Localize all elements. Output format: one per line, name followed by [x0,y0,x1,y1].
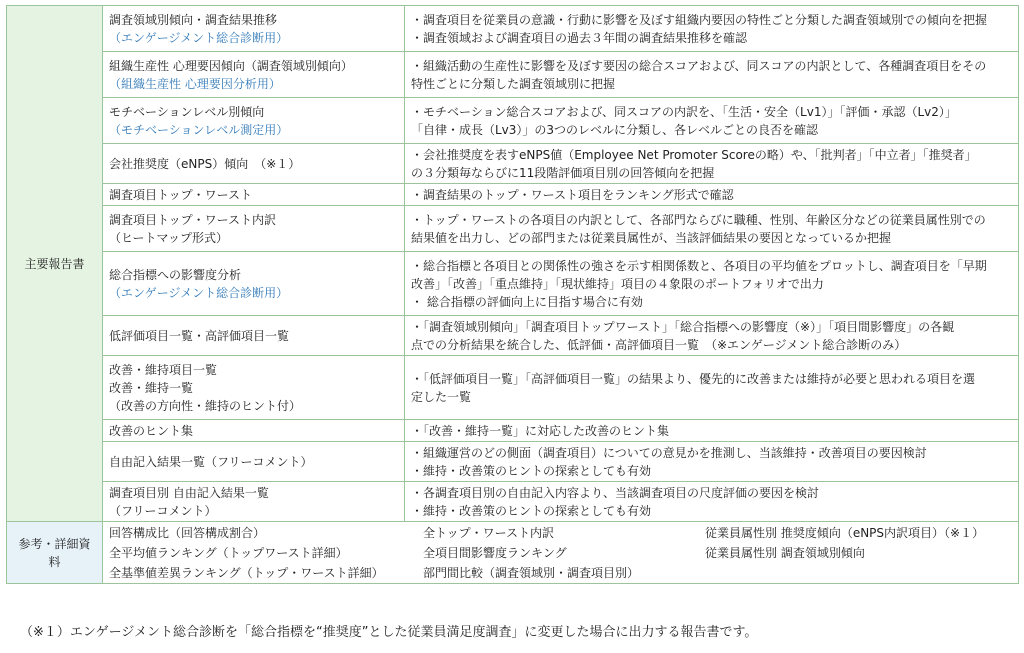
reference-item: 従業員属性別 調査領域別傾向 [705,545,865,560]
report-description-line: の３分類毎ならびに11段階評価項目別の回答傾向を把握 [411,165,715,180]
report-row [7,144,1019,184]
report-description-line: ・調査結果のトップ・ワースト項目をランキング形式で確認 [411,187,734,202]
report-name: モチベーションレベル別傾向 [109,104,265,119]
report-description-line: 特性ごとに分類した調査領域別に把握 [411,76,616,91]
footnote: （※１）エンゲージメント総合診断を「総合指標を“推奨度”とした従業員満足度調査」に変更した場合に出力する報告書です。 [20,625,758,640]
report-name: （改善の方向性・維持のヒント付） [109,398,302,413]
report-description-line: ・総合指標と各項目との関係性の強さを示す相関係数と、各項目の平均値をプロットし、調査項目を「早期 [411,258,987,273]
report-name: 低評価項目一覧・高評価項目一覧 [109,328,290,343]
report-table-container [6,5,1018,584]
report-description-cell [405,6,1019,52]
report-name: 調査項目別 自由記入結果一覧 [109,485,269,500]
report-description-line: ・維持・改善策のヒントの探索としても有効 [411,503,652,518]
report-description-line: ・「調査領域別傾向」「調査項目トップワースト」「総合指標への影響度（※）」「項目間影響度」の各観 [411,319,955,334]
report-description-line: ・維持・改善策のヒントの探索としても有効 [411,463,652,478]
report-description-line: ・「低評価項目一覧」「高評価項目一覧」の結果より、優先的に改善または維持が必要と思われる項目を選 [411,371,976,386]
report-target-label: （モチベーションレベル測定用） [109,122,289,137]
report-row [7,442,1019,482]
report-description-cell [405,52,1019,98]
report-name: 会社推奨度（eNPS）傾向 （※１） [109,156,301,171]
report-row [7,52,1019,98]
reference-item: 全平均値ランキング（トップワースト詳細） [109,545,348,560]
report-description-cell [405,252,1019,316]
report-description-line: 「自律・成長（Lv3）」の3つのレベルに分類し、各レベルごとの良否を確認 [411,122,819,137]
report-target-label: （組織生産性 心理要因分析用） [109,76,281,91]
report-description-cell [405,206,1019,252]
report-row [7,356,1019,420]
report-name-cell [103,98,405,144]
report-target-label: （エンゲージメント総合診断用） [109,30,289,45]
report-row [7,482,1019,522]
report-name: 調査項目トップ・ワースト内訳 [109,212,277,227]
report-row [7,98,1019,144]
report-description-cell [405,482,1019,522]
reference-item: 従業員属性別 推奨度傾向（eNPS内訳項目）（※１） [705,525,985,540]
report-row [7,316,1019,356]
report-name-cell [103,252,405,316]
reference-item: 部門間比較（調査領域別・調査項目別） [423,565,640,580]
reference-item: 全トップ・ワースト内訳 [423,525,555,540]
report-description-line: ・各調査項目別の自由記入内容より、当該調査項目の尺度評価の要因を検討 [411,485,820,500]
report-name: 総合指標への影響度分析 [109,267,242,282]
reference-item: 回答構成比（回答構成割合） [109,525,266,540]
reference-item [705,563,1005,583]
report-name: 自由記入結果一覧（フリーコメント） [109,454,313,469]
report-name-cell [103,144,405,184]
report-row [7,420,1019,442]
report-description-line: ・ 総合指標の評価向上に目指す場合に有効 [411,294,643,309]
report-name: （フリーコメント） [109,503,217,518]
category-reference: 参考・詳細資料 [7,522,103,584]
report-name-cell [103,206,405,252]
report-name-cell [103,442,405,482]
reference-row [7,522,1019,584]
report-name: 改善のヒント集 [109,423,194,438]
report-description-cell [405,420,1019,442]
report-name: 調査項目トップ・ワースト [109,187,253,202]
report-row [7,6,1019,52]
report-name-cell [103,52,405,98]
report-description-cell [405,442,1019,482]
reference-items-grid [109,523,1012,583]
report-description-line: 結果値を出力し、どの部門または従業員属性が、当該評価結果の要因となっているか把握 [411,230,892,245]
report-name-cell [103,420,405,442]
report-row [7,252,1019,316]
report-name: 改善・維持項目一覧 [109,362,218,377]
report-name: 組織生産性 心理要因傾向（調査領域別傾向） [109,58,353,73]
report-description-line: ・組織活動の生産性に影響を及ぼす要因の総合スコアおよび、同スコアの内訳として、各種調査項目をその [411,58,987,73]
report-name-cell [103,482,405,522]
report-row [7,206,1019,252]
report-description-line: ・会社推奨度を表すeNPS値（Employee Net Promoter Scoreの略）や、「批判者」「中立者」「推奨者」 [411,147,977,162]
report-target-label: （エンゲージメント総合診断用） [109,285,289,300]
reference-item: 全基準値差異ランキング（トップ・ワースト詳細） [109,565,384,580]
report-description-line: ・モチベーション総合スコアおよび、同スコアの内訳を、「生活・安全（Lv1）」「評価・承認（Lv2）」 [411,104,957,119]
report-description-line: ・調査項目を従業員の意識・行動に影響を及ぼす組織内要因の特性ごと分類した調査領域別での傾向を把握 [411,12,988,27]
report-description-cell [405,144,1019,184]
report-name-cell [103,316,405,356]
report-description-line: ・調査領域および調査項目の過去３年間の調査結果推移を確認 [411,30,748,45]
report-description-line: ・トップ・ワーストの各項目の内訳として、各部門ならびに職種、性別、年齢区分などの従業員属性別での [411,212,986,227]
category-main: 主要報告書 [7,6,103,522]
report-description-line: 改善」「改善」「重点維持」「現状維持」項目の４象限のポートフォリオで出力 [411,276,824,291]
report-description-cell [405,184,1019,206]
reference-item: 全項目間影響度ランキング [423,545,567,560]
report-name-cell [103,356,405,420]
report-name-cell [103,184,405,206]
reference-items-cell [103,522,1019,584]
report-description-line: 点での分析結果を統合した、低評価・高評価項目一覧 （※エンゲージメント総合診断のみ） [411,337,907,352]
report-row [7,184,1019,206]
report-description-cell [405,98,1019,144]
report-description-line: ・「改善・維持一覧」に対応した改善のヒント集 [411,423,670,438]
report-name: （ヒートマップ形式） [109,230,229,245]
report-description-line: 定した一覧 [411,389,472,404]
report-description-line: ・組織運営のどの側面（調査項目）についての意見かを推測し、当該維持・改善項目の要因検討 [411,445,927,460]
report-name: 調査領域別傾向・調査結果推移 [109,12,278,27]
report-description-cell [405,316,1019,356]
report-description-cell [405,356,1019,420]
report-name: 改善・維持一覧 [109,380,194,395]
report-table-body [7,6,1019,584]
report-table [6,5,1019,584]
report-name-cell [103,6,405,52]
